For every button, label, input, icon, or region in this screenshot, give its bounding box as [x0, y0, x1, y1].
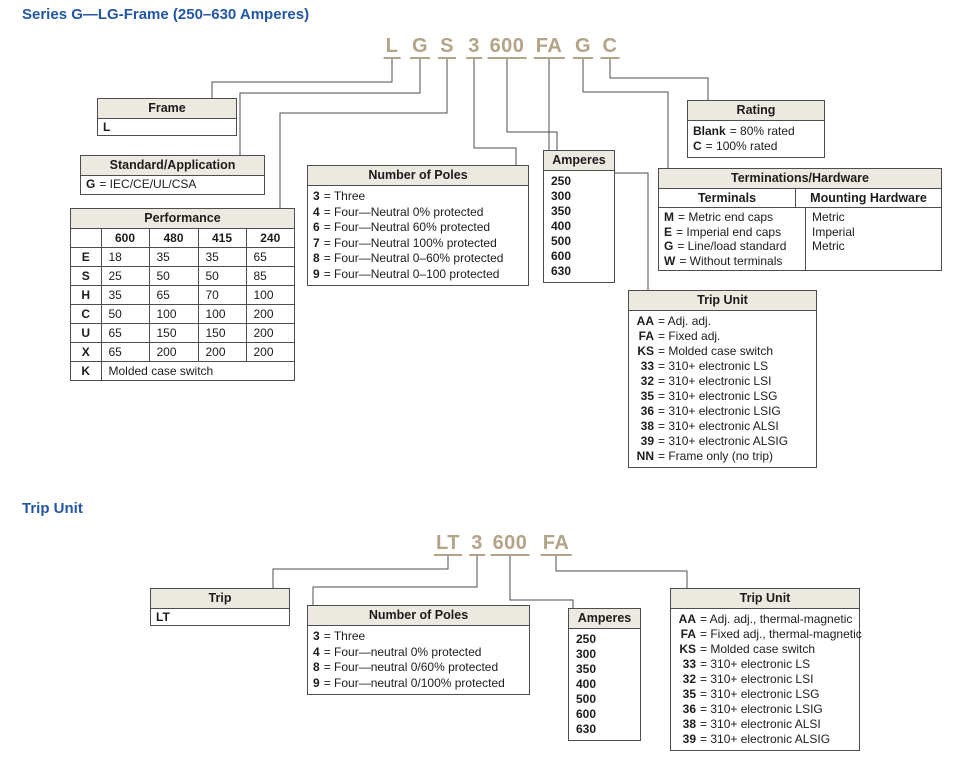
code-desc: = Four—neutral 0/60% protected	[323, 660, 499, 674]
list-item	[693, 124, 819, 139]
code-value: 35	[682, 687, 696, 701]
code-value: AA	[636, 314, 654, 328]
ampere-value: 400	[576, 677, 597, 691]
code-char-amperes-2: 600	[492, 532, 528, 554]
list-item	[634, 449, 811, 464]
number-of-poles-box-2	[307, 605, 530, 695]
code-value: 36	[682, 702, 696, 716]
table-cell: 50	[198, 267, 246, 286]
amperes-box	[543, 150, 615, 283]
code-value: 4	[313, 644, 320, 659]
box-title: Frame	[98, 99, 236, 119]
list-item	[313, 267, 523, 283]
list-item	[664, 210, 800, 225]
code-char-trip-unit-2: FA	[542, 532, 570, 554]
list-item	[634, 434, 811, 449]
hardware-value: Imperial	[812, 224, 855, 239]
code-value: KS	[637, 344, 654, 358]
sub-header-row	[659, 189, 941, 208]
code-desc: = IEC/CE/UL/CSA	[99, 177, 197, 191]
box-title: Terminations/Hardware	[659, 169, 941, 189]
code-value: 33	[640, 359, 654, 373]
box-title: Trip Unit	[671, 589, 859, 609]
ampere-value: 300	[551, 189, 572, 203]
code-desc: = 310+ electronic LSIG	[700, 702, 823, 716]
table-cell: 70	[198, 286, 246, 305]
table-row	[71, 324, 294, 343]
table-cell: 200	[246, 343, 294, 362]
amperes-box-2	[568, 608, 641, 741]
list-item	[676, 717, 854, 732]
code-desc: = Adj. adj., thermal-magnetic	[700, 612, 853, 626]
code-value: 33	[682, 657, 696, 671]
box-title: Amperes	[569, 609, 640, 629]
box-title: Standard/Application	[81, 156, 264, 176]
list-item	[313, 220, 523, 236]
code-desc: = 310+ electronic LSIG	[658, 404, 781, 418]
box-body	[569, 629, 640, 740]
table-cell: 35	[149, 248, 198, 267]
code-desc: = 100% rated	[705, 139, 778, 153]
code-char-poles: 3	[468, 35, 480, 57]
code-desc: = Molded case switch	[658, 344, 774, 358]
series-title: Series G—LG-Frame (250–630 Amperes)	[22, 6, 310, 23]
list-item	[676, 687, 854, 702]
box-body	[629, 311, 816, 467]
ampere-value: 350	[576, 662, 597, 676]
code-value: 38	[640, 419, 654, 433]
code-desc: = Molded case switch	[700, 642, 816, 656]
code-char-trip: LT	[436, 532, 460, 554]
terminations-body	[659, 208, 941, 270]
terminals-column	[659, 208, 806, 270]
code-desc: = Without terminals	[679, 253, 783, 268]
box-title: Rating	[688, 101, 824, 121]
code-desc: = Metric end caps	[678, 210, 774, 224]
code-value: 3	[313, 189, 320, 203]
list-item	[313, 645, 524, 661]
table-cell: 200	[149, 343, 198, 362]
code-value: 39	[682, 732, 696, 746]
box-title: Amperes	[544, 151, 614, 171]
code-value: C	[693, 139, 702, 153]
list-item	[313, 205, 523, 221]
table-row	[71, 362, 294, 381]
box-body	[308, 186, 528, 285]
code-desc: = Fixed adj.	[658, 329, 721, 343]
table-row	[71, 286, 294, 305]
table-row	[71, 267, 294, 286]
ampere-value: 350	[551, 204, 572, 218]
box-body	[688, 121, 824, 157]
table-cell: 25	[101, 267, 149, 286]
code-desc: = 310+ electronic ALSIG	[700, 732, 831, 746]
code-desc: = Three	[323, 189, 366, 203]
code-value: KS	[679, 642, 696, 656]
list-item	[676, 627, 862, 642]
table-cell: 150	[198, 324, 246, 343]
table-cell: 200	[198, 343, 246, 362]
code-desc: = Frame only (no trip)	[658, 449, 774, 463]
code-desc: = Fixed adj., thermal-magnetic	[700, 627, 862, 641]
list-item	[676, 732, 854, 747]
box-body	[671, 609, 862, 750]
code-desc: = Three	[323, 629, 366, 643]
code-char-frame: L	[385, 35, 399, 57]
code-value: 39	[640, 434, 654, 448]
table-cell: 85	[246, 267, 294, 286]
ampere-value: 630	[576, 722, 597, 736]
list-item	[676, 672, 854, 687]
table-cell: 150	[149, 324, 198, 343]
code-desc: = 80% rated	[729, 124, 795, 138]
list-item	[313, 676, 524, 692]
code-value: 38	[682, 717, 696, 731]
code-value: E	[664, 224, 673, 239]
code-desc: = Four—Neutral 0–60% protected	[323, 251, 504, 265]
standard-application-box	[80, 155, 265, 195]
list-item	[313, 629, 524, 645]
row-code: S	[71, 267, 101, 286]
list-item	[664, 225, 800, 240]
table-cell: 35	[101, 286, 149, 305]
code-value: W	[664, 253, 676, 268]
table-cell: 65	[101, 324, 149, 343]
code-value: 9	[313, 266, 320, 281]
code-desc: = Four—Neutral 0–100 protected	[323, 266, 500, 281]
ampere-value: 500	[576, 692, 597, 706]
list-item	[676, 642, 854, 657]
trip-unit-box	[628, 290, 817, 468]
code-value: 7	[313, 235, 320, 250]
list-item	[676, 657, 854, 672]
table-cell: 65	[101, 343, 149, 362]
list-item	[313, 251, 523, 267]
frame-value: L	[103, 120, 111, 134]
row-code: E	[71, 248, 101, 267]
connector-line	[610, 59, 708, 100]
code-value: FA	[680, 627, 696, 641]
table-header-row	[71, 229, 294, 248]
terminations-hardware-box	[658, 168, 942, 271]
trip-box	[150, 588, 290, 626]
column-header: 600	[101, 229, 149, 248]
code-desc: = 310+ electronic LS	[700, 657, 811, 671]
connector-line	[510, 556, 573, 608]
code-desc: = 310+ electronic ALSIG	[658, 434, 789, 448]
row-code: H	[71, 286, 101, 305]
code-desc: = 310+ electronic LSI	[700, 672, 814, 686]
code-value: 4	[313, 204, 320, 219]
rating-box	[687, 100, 825, 158]
table-cell: 50	[101, 305, 149, 324]
connector-line	[212, 59, 392, 98]
trip-unit-section-title: Trip Unit	[22, 500, 83, 517]
row-code: U	[71, 324, 101, 343]
code-desc: = Four—neutral 0/100% protected	[323, 675, 505, 690]
corner-cell	[71, 229, 101, 248]
code-value: NN	[636, 449, 654, 463]
table-cell: 100	[198, 305, 246, 324]
table-cell: 200	[246, 305, 294, 324]
code-desc: = Four—Neutral 100% protected	[323, 235, 497, 250]
ampere-value: 630	[551, 264, 572, 278]
frame-box	[97, 98, 237, 136]
code-desc: = 310+ electronic LSG	[658, 389, 778, 403]
connector-line	[313, 556, 477, 605]
trip-value: LT	[156, 610, 170, 624]
table-cell: 100	[149, 305, 198, 324]
list-item	[634, 359, 811, 374]
code-value: 8	[313, 251, 320, 265]
terminals-column-header: Terminals	[659, 189, 796, 207]
code-desc: = Four—neutral 0% protected	[323, 644, 482, 659]
connector-line	[556, 556, 687, 588]
code-desc: = 310+ electronic LS	[658, 359, 769, 373]
code-value: 32	[682, 672, 696, 686]
list-item	[313, 236, 523, 252]
code-value: AA	[678, 612, 696, 626]
ampere-value: 250	[551, 174, 572, 188]
list-item	[676, 702, 854, 717]
list-item	[634, 329, 811, 344]
list-item	[313, 189, 523, 205]
code-value: M	[664, 210, 674, 224]
code-value: G	[86, 177, 96, 191]
code-char-trip-unit: FA	[535, 35, 563, 57]
table-cell: 65	[149, 286, 198, 305]
connector-line	[474, 59, 516, 165]
table-row	[71, 248, 294, 267]
code-desc: = Imperial end caps	[676, 224, 782, 239]
list-item	[664, 254, 800, 269]
row-code: C	[71, 305, 101, 324]
box-title: Number of Poles	[308, 606, 529, 626]
code-desc: = Line/load standard	[677, 239, 787, 253]
list-item	[634, 404, 811, 419]
row-code: X	[71, 343, 101, 362]
code-value: 9	[313, 675, 320, 690]
ampere-value: 500	[551, 234, 572, 248]
list-item	[313, 660, 524, 676]
ampere-value: 400	[551, 219, 572, 233]
table-cell: 35	[198, 248, 246, 267]
box-title: Number of Poles	[308, 166, 528, 186]
code-desc: = 310+ electronic ALSI	[658, 419, 779, 433]
code-value: Blank	[693, 124, 726, 138]
column-header: 415	[198, 229, 246, 248]
table-cell: 200	[246, 324, 294, 343]
table-cell: 100	[246, 286, 294, 305]
connector-line	[240, 59, 420, 155]
code-char-amperes: 600	[489, 35, 525, 57]
hardware-column	[806, 208, 941, 270]
list-item	[634, 314, 811, 329]
column-header: 480	[149, 229, 198, 248]
code-value: 8	[313, 660, 320, 674]
box-body	[81, 176, 264, 194]
code-value: 36	[640, 404, 654, 418]
ampere-value: 250	[576, 632, 597, 646]
list-item	[676, 612, 854, 627]
hardware-value: Metric	[812, 239, 845, 253]
code-char-poles-2: 3	[471, 532, 483, 554]
table-row	[71, 305, 294, 324]
performance-box	[70, 208, 295, 381]
table-row	[71, 343, 294, 362]
code-value: 32	[640, 374, 654, 388]
code-desc: = 310+ electronic LSG	[700, 687, 820, 701]
code-desc: = Four—Neutral 0% protected	[323, 204, 484, 219]
box-title: Trip	[151, 589, 289, 609]
code-value: G	[664, 239, 674, 253]
mounting-hardware-column-header: Mounting Hardware	[810, 191, 927, 205]
ampere-value: 600	[576, 707, 597, 721]
list-item	[634, 389, 811, 404]
list-item	[634, 419, 811, 434]
box-body	[544, 171, 614, 282]
ampere-value: 300	[576, 647, 597, 661]
code-value: 3	[313, 629, 320, 643]
table-cell: 65	[246, 248, 294, 267]
table-cell: 50	[149, 267, 198, 286]
table-cell: 18	[101, 248, 149, 267]
code-desc: = 310+ electronic ALSI	[700, 717, 821, 731]
code-char-rating: C	[602, 35, 618, 57]
code-value: FA	[638, 329, 654, 343]
box-title: Trip Unit	[629, 291, 816, 311]
box-body	[308, 626, 529, 694]
code-desc: = Four—Neutral 60% protected	[323, 220, 491, 234]
code-desc: = 310+ electronic LSI	[658, 374, 772, 388]
column-header: 240	[246, 229, 294, 248]
code-value: 35	[640, 389, 654, 403]
performance-table	[71, 229, 294, 380]
ampere-value: 600	[551, 249, 572, 263]
list-item	[634, 374, 811, 389]
number-of-poles-box	[307, 165, 529, 286]
table-cell: Molded case switch	[101, 362, 294, 381]
list-item	[634, 344, 811, 359]
code-value: 6	[313, 220, 320, 234]
connector-line	[273, 556, 448, 588]
hardware-value: Metric	[812, 210, 845, 224]
code-char-standard: G	[411, 35, 429, 57]
row-code: K	[71, 362, 101, 381]
code-char-terminations: G	[574, 35, 592, 57]
code-char-performance: S	[440, 35, 454, 57]
list-item	[86, 177, 259, 192]
box-title: Performance	[71, 209, 294, 229]
code-desc: = Adj. adj.	[658, 314, 712, 328]
list-item	[664, 239, 800, 254]
trip-unit-box-2	[670, 588, 860, 751]
list-item	[693, 139, 819, 154]
